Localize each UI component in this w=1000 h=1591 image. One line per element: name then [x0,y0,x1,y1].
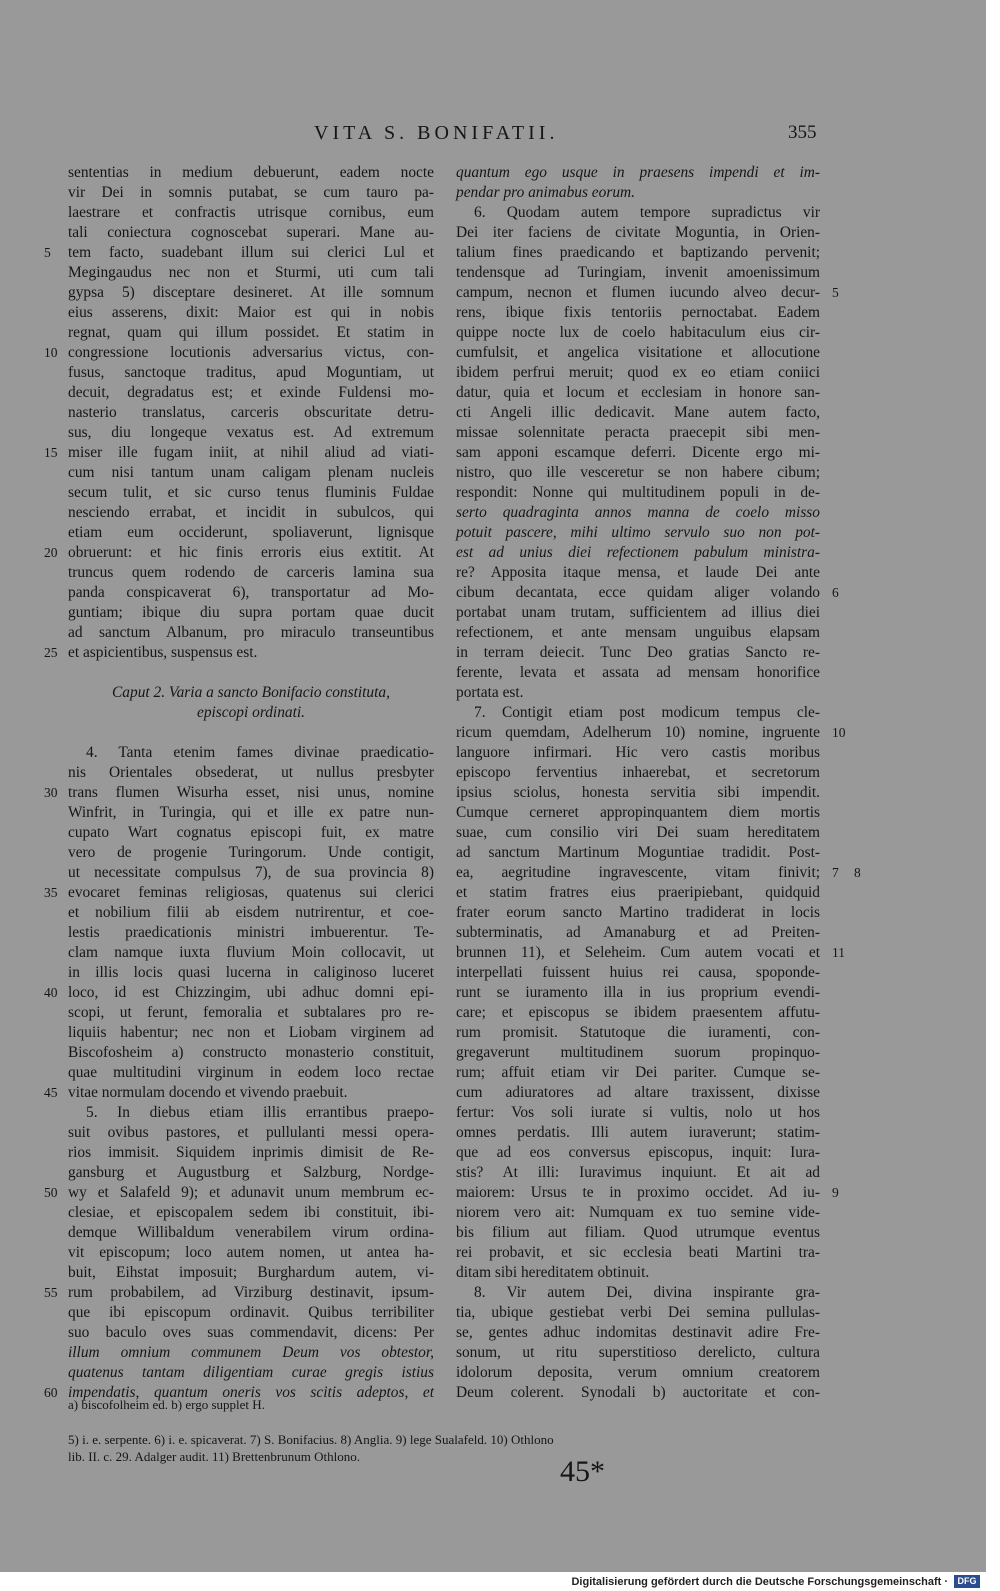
text-line: quae multitudini virginum in eodem loco rectae [68,1064,434,1081]
margin-note-number: 8 [854,865,861,880]
text-line: sententias in medium debuerunt, eadem nocte [68,164,434,181]
text-line: decuit, degradatus est; et exinde Fuldensi mo- [68,384,434,401]
text-line: Cumque cerneret appropinquantem diem mortis [456,804,820,821]
text-line: rum promisit. Statutoque die iuramenti, con- [456,1024,820,1041]
text-line: wy et Salafeld 9); et adunavit unum membrum ec- [68,1184,434,1201]
text-line: miser ille fugam iniit, at nihil aliud ad viati- [68,444,434,461]
line-number: 60 [44,1385,58,1400]
text-line: etiam eum occiderunt, spoliaverunt, lignisque [68,524,434,541]
text-line: regnat, quam qui illum possidet. Et statim in [68,324,434,341]
text-line: bis filium aut filiam. Quod utrumque eventus [456,1224,820,1241]
text-line: interpellati fuissent huius rei causa, spoponde- [456,964,820,981]
text-line: truncus quem rodendo de carceris lamina sua [68,564,434,581]
text-line: panda conspicaverat 6), transportatur ad Mo- [68,584,434,601]
text-line: vitae normulam docendo et vivendo praebuit. [68,1084,348,1101]
text-line: sonum, ut ritu superstitioso derelicto, cultura [456,1344,820,1361]
text-line: refectionem, et ante mensam unguibus elapsam [456,624,820,641]
text-line: liquiis habentur; nec non et Liobam virginem ad [68,1024,434,1041]
text-line: vero de progenie Turingorum. Unde contigit, [68,844,434,861]
text-line: sam apponi escamque deferri. Dicente ergo mi- [456,444,820,461]
text-line: nis Orientales obsederat, ut nullus presbyter [68,764,434,781]
text-line: ut necessitate compulsus 7), de sua provincia 8) [68,864,434,881]
text-line: Winfrit, in Turingia, qui et ille ex patre nun- [68,804,434,821]
text-line: idolorum deposita, verum omnium creatorem [456,1364,820,1381]
text-line: est ad unius diei refectionem pabulum ministra- [456,544,820,561]
text-line: cum adiuratores ad altare traxissent, dixisse [456,1084,820,1101]
text-line: gregaverunt multitudinem suorum propinquo- [456,1044,820,1061]
text-line: talium fines praedicando et baptizando pervenit; [456,244,820,261]
text-line: guntiam; ibique diu supra portam quae ducit [68,604,434,621]
text-line: quippe nocte lux de coelo habitaculum eius cir- [456,324,820,341]
text-line [68,723,434,743]
text-line: rum probabilem, ad Virziburg destinavit, ipsum- [68,1284,434,1301]
text-line: respondit: Nonne qui multitudinem populi in de- [456,484,820,501]
text-line: brunnen 11), et Seleheim. Cum autem vocati et [456,944,820,961]
text-line: secum tulit, et sic curso tenus fluminis Fuldae [68,484,434,501]
text-line: ipsius sciolus, honesta servitia sibi impendit. [456,784,820,801]
text-line: Deum colerent. Synodali b) auctoritate et con- [456,1384,820,1401]
text-line: in illis locis quasi lucerna in caliginoso luceret [68,964,434,981]
margin-note-number: 9 [832,1185,839,1200]
text-line: cti Angeli illic dedicavit. Mane autem facto, [456,404,820,421]
text-line: nesciendo errabat, et incidit in subulcos, qui [68,504,434,521]
text-line: nasterio translatus, carceris obscuritate detru- [68,404,434,421]
text-line: fusus, sanctoque traditus, apud Moguntiam, ut [68,364,434,381]
text-line: suae, cum consilio viri Dei suam hereditatem [456,824,820,841]
text-line: se, gentes adhuc indomitas destinavit adire Fre- [456,1324,820,1341]
text-line: loco, id est Chizzingim, ubi adhuc domni epi- [68,984,434,1001]
text-line: tendensque ad Turingiam, invenit amoenissimum [456,264,820,281]
text-line: portabat unam trutam, sufficientem ad illius diei [456,604,820,621]
text-line: laestrare et confractis utrisque cornibus, eum [68,204,434,221]
line-number: 5 [832,285,839,300]
textual-apparatus: a) biscofolheim ed. b) ergo supplet H. [68,1397,265,1412]
text-line: nistro, quo ille vesceretur se non habere cibum; [456,464,820,481]
text-line: sus, diu longeque vexatus est. Ad extremum [68,424,434,441]
text-line: cibum decantata, ecce quidam aliger volando [456,584,820,601]
text-line: clam namque iuxta fluvium Moin collocavit, ut [68,944,434,961]
text-line: subterminatis, ad Amanaburg et ad Preiten- [456,924,820,941]
text-line: gypsa 5) disceptare desineret. At ille somnum [68,284,434,301]
text-line: gansburg et Augustburg et Salzburg, Nordge- [68,1164,434,1181]
text-line: 8. Vir autem Dei, divina inspirante gra- [474,1284,820,1301]
text-line: 5. In diebus etiam illis errantibus praepo- [86,1104,434,1121]
line-number: 25 [44,645,58,660]
text-line: ibidem perfrui meruit; quod ex eo etiam coniici [456,364,820,381]
text-line: languore infirmari. Hic vero castis moribus [456,744,820,761]
text-line: stis? At illi: Iuravimus inquiunt. Et ait ad [456,1164,820,1181]
text-line: Dei iter faciens de civitate Moguntia, in Orien- [456,224,820,241]
text-line: campum, necnon et flumen iucundo alveo decur- [456,284,820,301]
text-line: runt se iuramento illa in ius proprium evendi- [456,984,820,1001]
text-line: suo baculo oves suas commendavit, dicens: Per [68,1324,434,1341]
text-line: omnes perdatis. Illi autem iuraverunt; statim- [456,1124,820,1141]
text-line: niorem vero ait: Numquam ex tuo semine vide- [456,1204,820,1221]
text-line: rens, ibique fixis tentoriis pernoctabat. Eadem [456,304,820,321]
text-line: impendatis, quantum oneris vos scitis adeptos, et [68,1384,434,1401]
text-line: Biscofosheim a) constructo monasterio constituit, [68,1044,434,1061]
text-line: ferente, levata et assata ad mensam honorifice [456,664,820,681]
text-line: cupato Wart cognatus episcopi fuit, ex matre [68,824,434,841]
line-number: 40 [44,985,58,1000]
line-number: 55 [44,1285,58,1300]
dfg-logo-icon: DFG [954,1575,980,1588]
text-line: obruerunt: et hic finis erroris eius extitit. At [68,544,434,561]
text-line: rios immisit. Siquidem inprimis dimisit de Re- [68,1144,434,1161]
text-line: scopi, ut ferunt, femoralia et subtalares pro re- [68,1004,434,1021]
text-line: trans flumen Wisurha esset, nisi unus, nomine [68,784,434,801]
text-line: care; et episcopus se ibidem praesentem affutu- [456,1004,820,1021]
text-line: ad sanctum Albanum, pro miraculo transeuntibus [68,624,434,641]
line-number: 45 [44,1085,58,1100]
text-line: frater eorum sancto Martino tradiderat in locis [456,904,820,921]
text-line: buit, Eihstat imposuit; Burghardum autem, vi- [68,1264,434,1281]
footnotes-line-2: lib. II. c. 29. Adalger audit. 11) Brettenbrunum Othlono. [68,1449,360,1464]
margin-note-number: 6 [832,585,839,600]
text-line: portata est. [456,684,524,701]
text-line: episcopi ordinati. [196,704,305,721]
line-number: 7 [832,865,839,880]
footnotes-line-1: 5) i. e. serpente. 6) i. e. spicaverat. 7) S. Bonifacius. 8) Anglia. 9) lege Sualafeld. 10) Othlono [68,1432,554,1447]
text-line: suit ovibus pastores, et pullulanti messi opera- [68,1124,434,1141]
text-line: tali coniectura cognoscebat superari. Mane au- [68,224,434,241]
text-line: 6. Quodam autem tempore supradictus vir [474,204,820,221]
text-line: que ibi episcopum ordinavit. Quibus terribiliter [68,1304,434,1321]
line-number: 20 [44,545,58,560]
page-number: 355 [788,122,817,143]
line-number: 30 [44,785,58,800]
text-line: in terram deiecit. Tunc Deo gratias Sancto re- [456,644,820,661]
text-line: evocaret feminas religiosas, quatenus sui clerici [68,884,434,901]
text-line: 4. Tanta etenim fames divinae praedicatio- [86,744,434,761]
text-line: lestis praedicationis ministri imbuerentur. Te- [68,924,434,941]
text-line: 7. Contigit etiam post modicum tempus cle- [474,704,820,721]
text-line: tem facto, suadebant illum sui clerici Lul et [68,244,434,261]
text-line: rei probavit, et sic ecclesia beati Martini tra- [456,1244,820,1261]
line-number: 5 [44,245,51,260]
text-line: eius asserens, dixit: Maior est qui in nobis [68,304,434,321]
text-line: datur, quia et locum et ecclesiam in honore san- [456,384,820,401]
text-line: cum nisi tantum unam caligam plenam nucleis [68,464,434,481]
text-line: quantum ego usque in praesens impendi et im- [456,164,820,181]
text-line: episcopo ferventius inhaerebat, et secretorum [456,764,820,781]
text-line: pendar pro animabus eorum. [456,184,635,201]
text-line: cumfulsit, et angelica visitatione et allocutione [456,344,820,361]
text-line: Caput 2. Varia a sancto Bonifacio constituta, [112,684,390,701]
text-line: quatenus tantam diligentiam curae gregis istius [68,1364,434,1381]
text-line: vit episcopum; loco autem nomen, ut antea ha- [68,1244,434,1261]
text-line: illum omnium communem Deum vos obtestor, [68,1344,434,1361]
text-line [68,663,434,683]
line-number: 10 [832,725,846,740]
text-line: clesiae, et episcopalem sedem ibi constituit, ibi- [68,1204,434,1221]
text-line: congressione locutionis adversarius victus, con- [68,344,434,361]
text-line: que ad eos conversus episcopus, inquit: Iura- [456,1144,820,1161]
funding-credit: Digitalisierung gefördert durch die Deutsche Forschungsgemeinschaft · [571,1576,948,1588]
text-line: tia, ubique gestiebat verbi Dei semina pullulas- [456,1304,820,1321]
line-number: 50 [44,1185,58,1200]
line-number: 35 [44,885,58,900]
text-line: rum; affuit etiam vir Dei pariter. Cumque se- [456,1064,820,1081]
text-line: ea, aegritudine ingravescente, vitam finivit; [456,864,820,881]
signature-mark: 45* [560,1455,605,1488]
line-number: 15 [44,445,58,460]
text-line: ricum quemdam, Adelherum 10) nomine, ingruente [456,724,820,741]
text-line: serto quadraginta annos manna de coelo misso [456,504,820,521]
text-line: fertur: Vos soli iurate si vultis, nolo ut hos [456,1104,820,1121]
text-line: demque Willibaldum venerabilem virum ordina- [68,1224,434,1241]
text-line: et statim fratres eius praeripiebant, quidquid [456,884,820,901]
text-line: re? Apposita itaque mensa, et laude Dei ante [456,564,820,581]
text-line: potuit pascere, mihi ultimo servulo suo non pot- [456,524,820,541]
text-line: missae solennitate peracta praecepit sibi men- [456,424,820,441]
text-line: et aspicientibus, suspensus est. [68,644,258,661]
line-number: 10 [44,345,58,360]
text-line: et nobilium filii ab eisdem nutrirentur, et coe- [68,904,434,921]
text-line: ad sanctum Martinum Moguntiae tradidit. Post- [456,844,820,861]
running-title: VITA S. BONIFATII. [314,122,559,144]
text-line: Megingaudus nec non et Sturmi, uti cum tali [68,264,434,281]
margin-note-number: 11 [832,945,845,960]
text-line: maiorem: Ursus te in proximo occidet. Ad iu- [456,1184,820,1201]
text-line: ditam sibi hereditatem obtinuit. [456,1264,650,1281]
text-line: vir Dei in somnis putabat, se cum tauro pa- [68,184,434,201]
